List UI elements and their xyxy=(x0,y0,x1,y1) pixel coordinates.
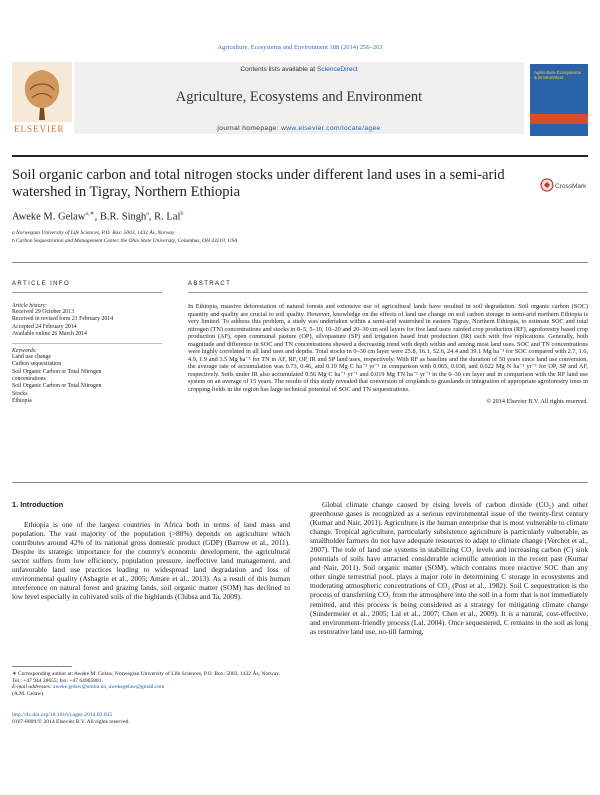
masthead-divider xyxy=(12,155,588,157)
section-heading-introduction: 1. Introduction xyxy=(12,500,64,509)
issn-line: 0167-8809/© 2014 Elsevier B.V. All rights reserved. xyxy=(12,718,130,725)
body-paragraph: Ethiopia is one of the largest countries in Africa both in terms of land mass and population. The vast majority of the population (>80%) depends on agriculture which contributes around 42% of its national gross domestic product (GDP) (Barrow et al., 2011). Despite its strategic importance for the country's economic development, the agricultural sector suffers from low efficiency, population pressure, ineffective land management, and unfavorable land use practices leading to widespread land degradation and loss of environmental quality (Ashagrie et al., 2005; Amare et al., 2013). As a result of this human interference on natural forest and grazing lands, soil organic matter (SOM) has declined to low level especially in cultivated soils of the highlands (Chibsa and Ta, 2009). xyxy=(12,520,290,602)
author-affiliation-marker[interactable]: a,∗ xyxy=(85,211,95,217)
contents-prefix: Contents lists available at xyxy=(240,66,317,73)
email-label: E-mail addresses: xyxy=(12,684,54,691)
homepage-link[interactable]: www.elsevier.com/locate/agee xyxy=(281,125,381,132)
doi-link[interactable]: http://dx.doi.org/10.1016/j.agee.2014.02.035 xyxy=(12,712,113,718)
email-owner: (A.M. Gelaw). xyxy=(12,690,45,697)
sciencedirect-link[interactable]: ScienceDirect xyxy=(316,66,358,73)
keyword: Land use change xyxy=(12,354,51,361)
article-info-heading: ARTICLE INFO xyxy=(12,281,71,287)
keyword: Soil Organic Carbon or Total Nitrogen xyxy=(12,383,102,390)
footnotes xyxy=(12,671,290,697)
keywords-label: Keywords: xyxy=(12,348,37,355)
journal-masthead xyxy=(74,62,524,154)
publisher-name: ELSEVIER xyxy=(14,124,65,134)
abstract-divider xyxy=(12,482,588,483)
journal-title: Agriculture, Ecosystems and Environment xyxy=(175,89,423,105)
crossmark-label: CrossMark xyxy=(555,183,586,190)
cover-strip xyxy=(530,114,588,124)
cover-title: Agriculture Ecosystems & Environment xyxy=(534,70,582,80)
author-name[interactable]: R. Lal xyxy=(154,211,181,223)
body-column-left xyxy=(12,520,290,601)
footnote-rule xyxy=(12,666,72,667)
crossmark-icon[interactable] xyxy=(540,178,586,192)
author-list: Aweke M. Gelaw$^{a,∗}$, B.R. Singh$^a$, R. Lal$^b$ xyxy=(12,211,184,223)
corresponding-author-note: ∗ Corresponding author at: Aweke M. Gelaw, Norwegian University of Life Sciences, P.O. Box: 5003, 1432 Ås, Norway. Tel.: +47 944 28655; fax: +47 64965801. xyxy=(12,671,281,684)
article-info xyxy=(12,281,162,405)
info-divider xyxy=(12,343,162,344)
history-label: Article history: xyxy=(12,303,48,309)
keyword: Soil Organic Carbon or Total Nitrogen xyxy=(12,368,102,375)
abstract-rule xyxy=(188,292,588,293)
body-paragraph: Global climate change caused by rising levels of carbon dioxide (CO₂) and other greenhouse gases is recognized as a serious environmental issue of the twenty-first century (Kumar and Nair, 2011). Agriculture is the human enterprise that is most vulnerable to climate change. Tropical agriculture, particularly subsistence agriculture is particularly vulnerable, as smallholder farmers do not have adequate resources to adapt to climate change (Verchot et al., 2007). The role of land use systems in stabilizing CO₂ levels and increasing carbon (C) sink potentials of soils have attracted considerable scientific attention in the recent past (Kumar and Nair, 2011). Soil organic matter (SOM), which contains more reactive SOC than any other single terrestrial pool, plays a major role in determining C storage in ecosystems and moderating atmospheric concentrations of CO₂ (Post et al., 1982). Soil C sequestration is the process of transferring CO₂ from the atmosphere into the soil in a form that is not immediately remitted, and this process is being considered as a strategy for mitigating climate change (Sundermeier et al., 2005; Lal et al., 2007; Chen et al., 2009). It is a natural, cost-effective, and environment-friendly process (Lal, 2004). Once sequestered, C remains in the soil as long as restorative land use, no-till farming, xyxy=(310,500,588,636)
article-info-rule xyxy=(12,292,162,293)
history-item: Received in revised form 21 February 2014 xyxy=(12,316,114,323)
affiliation-a: a Norwegian University of Life Sciences, P.O. Box: 5003, 1432 Ås, Norway xyxy=(12,230,175,236)
abstract xyxy=(188,281,588,405)
journal-citation[interactable]: Agriculture, Ecosystems and Environment 188 (2014) 256–263 xyxy=(217,44,383,51)
author-name[interactable]: Aweke M. Gelaw xyxy=(12,211,86,223)
abstract-heading: ABSTRACT xyxy=(188,281,232,287)
author-name[interactable]: B.R. Singh xyxy=(99,211,147,223)
abstract-text: In Ethiopia, massive deforestation of natural forests and extensive use of agricultural lands have resulted in soil degradation. Soil organic carbon (SOC) quantity and quality are crucial to soil quality. However, knowledge on the effects of land use change on soil carbon storage in semi-arid northern Ethiopia is very limited. To address this problem, a study was undertaken within a semi-arid watershed in eastern Tigray, Northern Ethiopia, to estimate SOC and total nitrogen (TN) concentrations and stocks in 0–5, 5–10, 10–20 and 20–30 cm soil layers for five land uses: rainfed crop production (RF), agroforestry based crop production (AF), open communal pasture (OP), silvopasture (SP) and irrigation based fruit production (IR) each with five replications. Generally, both magnitude and difference in SOC and TN concentrations showed a decreasing trend with depth within and among most land uses. SOC and TN concentrations were highly correlated in all land uses and depths. Total stocks in 0–30 cm layer were 25.8, 16.1, 52.6, 24.4 and 39.1 Mg ha⁻¹ for SOC compared with 2.7, 1.6, 4.9, 1.9 and 3.5 Mg ha⁻¹ for TN in AF, RF, OP, IR and SP land uses, respectively. With RF as baseline and the duration of 50 years since land use conversion, the average rate of accumulation was 0.73, 0.46, and 0.19 Mg C ha⁻¹ yr⁻¹ in comparison with 0.065, 0.038, and 0.022 Mg N ha⁻¹ yr⁻¹ for OP, SP and AF, respectively. Soils under IR also accumulated 0.56 Mg C ha⁻¹ yr⁻¹ and 0.019 Mg TN ha⁻¹ yr⁻¹ in the 0–30 cm layer and in comparison with the RF land use system on an average of 15 years. The results of this study revealed that conversion of croplands to grasslands or integration of appropriate agroforestry trees in cropping fields in the region has large technical potential of SOC and TN sequestrations. xyxy=(188,303,588,393)
author-affiliation-marker[interactable]: a xyxy=(146,211,149,217)
keyword: Stocks xyxy=(12,390,28,397)
contents-line xyxy=(74,66,524,73)
journal-cover-thumbnail[interactable] xyxy=(530,64,588,136)
history-item: Available online 26 March 2014 xyxy=(12,330,87,337)
keyword: concentrations xyxy=(12,376,46,383)
email-note xyxy=(12,684,290,691)
body-column-right xyxy=(310,500,588,636)
bottom-meta xyxy=(12,712,130,726)
author-affiliation-marker[interactable]: b xyxy=(180,211,184,217)
keyword: Carbon sequestration xyxy=(12,361,62,368)
article-title: Soil organic carbon and total nitrogen stocks under different land uses in a semi-arid watershed in Tigray, Northern Ethiopia xyxy=(12,167,505,200)
history-item: Accepted 24 February 2014 xyxy=(12,323,77,330)
homepage-prefix: journal homepage: xyxy=(217,125,282,132)
email-links[interactable]: aweke.gelaw@nmbu.no, awekegelaw@gmail.com xyxy=(53,684,165,691)
header-divider xyxy=(12,262,588,263)
abstract-copyright: © 2014 Elsevier B.V. All rights reserved. xyxy=(486,398,588,405)
journal-homepage xyxy=(74,125,524,132)
affiliation-b: b Carbon Sequestration and Management Center, the Ohio State University, Columbus, OH 43210, USA xyxy=(12,238,238,244)
history-item: Received 29 October 2013 xyxy=(12,309,74,315)
keyword: Ethiopia xyxy=(12,397,32,404)
